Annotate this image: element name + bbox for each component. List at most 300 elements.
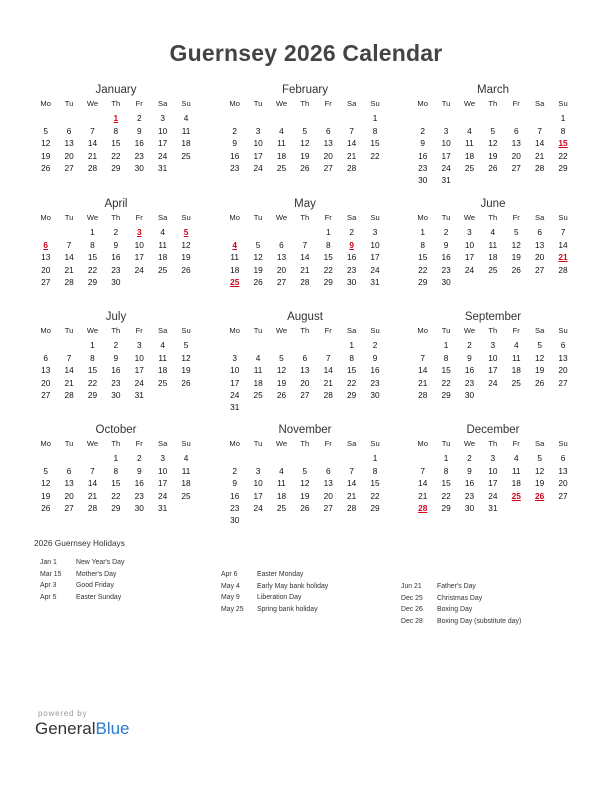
month-name: April [104, 198, 128, 210]
empty-day-cell [57, 339, 80, 351]
day-cell: 19 [300, 490, 310, 501]
month-days-grid [34, 212, 198, 288]
day-cell: 2 [349, 227, 354, 238]
day-cell: 30 [370, 389, 380, 400]
day-cell: 5 [537, 453, 542, 464]
day-cell: 14 [558, 239, 568, 250]
month-name: January [95, 84, 137, 96]
generalblue-logo[interactable] [35, 719, 130, 739]
day-cell: 25 [158, 377, 168, 388]
day-cell: 7 [349, 125, 354, 136]
holiday-day-cell: 28 [418, 502, 428, 513]
day-cell: 2 [136, 113, 142, 124]
day-cell: 2 [232, 125, 237, 136]
day-cell: 26 [181, 377, 191, 388]
day-cell: 19 [488, 150, 498, 161]
holiday-day-cell: 25 [230, 276, 240, 287]
weekday-header: Tu [441, 439, 451, 448]
day-cell: 29 [370, 502, 380, 513]
empty-day-cell [246, 452, 269, 464]
empty-day-cell [223, 452, 246, 464]
day-cell: 26 [276, 389, 287, 400]
month-september [411, 309, 575, 401]
empty-day-cell [34, 112, 57, 124]
weekday-header: Mo [417, 326, 428, 335]
weekday-header: Sa [158, 99, 168, 108]
day-cell: 5 [43, 125, 48, 136]
weekday-header: Sa [158, 439, 168, 448]
day-cell: 15 [111, 478, 121, 489]
weekday-header: We [275, 439, 288, 448]
day-cell: 9 [232, 478, 237, 489]
day-cell: 16 [230, 490, 240, 501]
weekday-header: Tu [253, 439, 263, 448]
day-cell: 7 [66, 239, 72, 250]
month-name: August [287, 311, 323, 323]
month-january [34, 82, 198, 174]
day-cell: 1 [420, 227, 425, 238]
empty-day-cell [411, 112, 434, 124]
day-cell: 10 [253, 478, 263, 489]
weekday-header: Sa [158, 213, 168, 222]
empty-day-cell [528, 112, 551, 124]
day-cell: 14 [347, 478, 357, 489]
day-cell: 18 [511, 365, 521, 376]
day-cell: 1 [349, 340, 354, 351]
page-title: Guernsey 2026 Calendar [169, 40, 443, 66]
day-cell: 9 [467, 465, 472, 476]
day-cell: 14 [323, 365, 333, 376]
day-cell: 27 [558, 377, 568, 388]
day-cell: 9 [113, 239, 119, 250]
weekday-header: Sa [347, 326, 357, 335]
day-cell: 13 [323, 478, 333, 489]
day-cell: 10 [134, 239, 144, 250]
day-cell: 7 [560, 227, 566, 238]
day-cell: 10 [158, 125, 168, 136]
holiday-date: Dec 26 [401, 606, 423, 614]
day-cell: 29 [347, 389, 357, 400]
day-cell: 12 [535, 352, 545, 363]
month-april [34, 196, 198, 288]
day-cell: 1 [90, 227, 95, 238]
weekday-header: Fr [512, 439, 520, 448]
day-cell: 26 [41, 502, 51, 513]
weekday-header: Tu [441, 99, 451, 108]
day-cell: 20 [323, 490, 333, 501]
day-cell: 20 [64, 150, 74, 161]
day-cell: 27 [64, 162, 74, 173]
holiday-list-item [221, 592, 328, 604]
day-cell: 23 [134, 150, 144, 161]
holiday-name: Christmas Day [437, 594, 483, 602]
day-cell: 18 [230, 264, 240, 275]
day-cell: 14 [535, 138, 545, 149]
day-cell: 18 [158, 252, 168, 263]
month-may [223, 196, 387, 288]
weekday-header: Fr [324, 439, 332, 448]
weekday-header: We [463, 326, 476, 335]
day-cell: 13 [41, 365, 51, 376]
day-cell: 11 [277, 478, 286, 489]
day-cell: 19 [300, 150, 310, 161]
holiday-day-cell: 4 [232, 239, 237, 250]
weekday-header: Su [370, 439, 380, 448]
weekday-header: Mo [40, 213, 51, 222]
weekday-header: We [463, 439, 476, 448]
weekday-header: Mo [229, 439, 240, 448]
day-cell: 31 [370, 276, 380, 287]
holiday-name: Spring bank holiday [257, 605, 318, 613]
day-cell: 16 [134, 138, 144, 149]
holiday-name: New Year's Day [76, 559, 125, 566]
day-cell: 28 [323, 389, 333, 400]
day-cell: 28 [87, 502, 98, 513]
day-cell: 11 [158, 352, 167, 363]
day-cell: 18 [158, 365, 168, 376]
day-cell: 6 [325, 125, 331, 136]
day-cell: 29 [111, 162, 121, 173]
day-cell: 6 [66, 465, 72, 476]
weekday-header: Th [488, 439, 498, 448]
weekday-header: Sa [535, 439, 545, 448]
day-cell: 31 [134, 389, 144, 400]
day-cell: 4 [255, 352, 261, 363]
day-cell: 11 [511, 352, 521, 363]
day-cell: 10 [488, 465, 498, 476]
day-cell: 23 [464, 377, 475, 388]
day-cell: 13 [41, 252, 51, 263]
day-cell: 3 [255, 465, 261, 476]
day-cell: 22 [87, 377, 98, 388]
day-cell: 21 [418, 377, 428, 388]
day-cell: 25 [181, 490, 191, 501]
weekday-header: Su [370, 99, 380, 108]
empty-day-cell [57, 226, 80, 238]
day-cell: 9 [232, 138, 237, 149]
day-cell: 19 [41, 150, 51, 161]
empty-day-cell [505, 112, 528, 124]
day-cell: 29 [87, 389, 98, 400]
weekday-header: We [86, 213, 99, 222]
day-cell: 18 [276, 150, 287, 161]
weekday-header: Su [181, 99, 191, 108]
day-cell: 9 [136, 125, 142, 136]
weekday-header: Fr [324, 213, 332, 222]
weekday-header: Mo [40, 326, 51, 335]
day-cell: 30 [111, 389, 121, 400]
day-cell: 21 [87, 150, 98, 161]
day-cell: 21 [87, 490, 98, 501]
month-march [411, 82, 575, 187]
day-cell: 11 [230, 252, 239, 263]
day-cell: 21 [64, 264, 74, 275]
holiday-list-column-1 [40, 557, 124, 603]
weekday-header: Mo [229, 99, 240, 108]
day-cell: 4 [490, 227, 496, 238]
day-cell: 14 [347, 138, 357, 149]
day-cell: 20 [41, 377, 51, 388]
day-cell: 6 [279, 239, 284, 250]
weekday-header: Su [181, 326, 191, 335]
holiday-day-cell: 25 [511, 490, 521, 501]
day-cell: 26 [488, 162, 498, 173]
day-cell: 9 [136, 465, 142, 476]
empty-day-cell [57, 452, 80, 464]
day-cell: 16 [418, 150, 428, 161]
month-name: May [294, 198, 316, 210]
day-cell: 27 [300, 389, 310, 400]
day-cell: 6 [43, 352, 48, 363]
day-cell: 3 [255, 125, 261, 136]
empty-day-cell [340, 452, 363, 464]
day-cell: 7 [420, 465, 425, 476]
day-cell: 20 [558, 478, 568, 489]
holiday-list-item [401, 604, 521, 616]
day-cell: 1 [325, 227, 331, 238]
month-days-grid [34, 438, 198, 514]
day-cell: 15 [370, 138, 380, 149]
day-cell: 15 [441, 478, 451, 489]
day-cell: 6 [325, 465, 331, 476]
weekday-header: We [86, 326, 99, 335]
day-cell: 8 [349, 352, 354, 363]
day-cell: 11 [253, 365, 263, 376]
day-cell: 16 [230, 150, 240, 161]
day-cell: 22 [111, 490, 121, 501]
day-cell: 23 [370, 377, 380, 388]
day-cell: 8 [560, 125, 566, 136]
day-cell: 3 [136, 340, 142, 351]
empty-day-cell [317, 452, 340, 464]
day-cell: 16 [370, 365, 380, 376]
day-cell: 26 [300, 502, 310, 513]
day-cell: 14 [64, 365, 74, 376]
empty-day-cell [34, 339, 57, 351]
day-cell: 17 [488, 365, 498, 376]
weekday-header: Fr [324, 99, 332, 108]
day-cell: 24 [464, 264, 475, 275]
day-cell: 16 [464, 478, 475, 489]
logo-blue: Blue [95, 719, 130, 738]
day-cell: 7 [90, 465, 95, 476]
day-cell: 24 [441, 162, 451, 173]
day-cell: 23 [464, 490, 475, 501]
day-cell: 12 [511, 239, 521, 250]
holiday-name: Mother's Day [76, 570, 117, 578]
day-cell: 26 [253, 276, 263, 287]
day-cell: 24 [230, 389, 240, 400]
month-august [223, 309, 387, 414]
day-cell: 2 [232, 465, 237, 476]
day-cell: 28 [418, 389, 428, 400]
day-cell: 10 [158, 465, 168, 476]
day-cell: 3 [467, 227, 472, 238]
holiday-date: Dec 25 [401, 594, 423, 602]
day-cell: 21 [323, 377, 333, 388]
holidays-title: 2026 Guernsey Holidays [34, 538, 125, 548]
day-cell: 3 [160, 113, 165, 124]
day-cell: 12 [300, 138, 310, 149]
holiday-list-item [401, 593, 521, 605]
day-cell: 17 [370, 252, 380, 263]
day-cell: 14 [87, 478, 98, 489]
holiday-list-item [40, 569, 124, 581]
month-days-grid [411, 438, 575, 514]
weekday-header: Mo [417, 439, 428, 448]
weekday-header: Su [558, 326, 568, 335]
day-cell: 2 [467, 340, 472, 351]
day-cell: 6 [66, 125, 72, 136]
day-cell: 17 [441, 150, 451, 161]
day-cell: 17 [158, 478, 168, 489]
empty-day-cell [246, 226, 269, 238]
month-name: September [464, 311, 522, 323]
day-cell: 7 [302, 239, 308, 250]
empty-day-cell [458, 112, 481, 124]
day-cell: 25 [181, 150, 191, 161]
day-cell: 22 [87, 264, 98, 275]
weekday-header: Fr [135, 213, 143, 222]
weekday-header: Mo [40, 99, 51, 108]
day-cell: 10 [134, 352, 144, 363]
weekday-header: Fr [135, 439, 143, 448]
weekday-header: Th [111, 439, 121, 448]
weekday-header: Fr [512, 213, 520, 222]
empty-day-cell [270, 112, 293, 124]
day-cell: 17 [253, 150, 263, 161]
day-cell: 31 [158, 502, 168, 513]
holiday-list-item [221, 581, 328, 593]
day-cell: 7 [349, 465, 354, 476]
day-cell: 14 [64, 252, 74, 263]
day-cell: 24 [134, 377, 144, 388]
day-cell: 9 [420, 138, 425, 149]
day-cell: 15 [87, 365, 98, 376]
day-cell: 28 [347, 502, 357, 513]
holiday-name: Easter Sunday [76, 593, 122, 601]
day-cell: 18 [488, 252, 498, 263]
day-cell: 13 [64, 138, 74, 149]
weekday-header: Sa [535, 326, 545, 335]
weekday-header: Th [488, 326, 498, 335]
day-cell: 11 [465, 138, 474, 149]
weekday-header: We [463, 99, 476, 108]
day-cell: 31 [441, 175, 451, 186]
day-cell: 11 [277, 138, 286, 149]
day-cell: 18 [276, 490, 287, 501]
day-cell: 10 [370, 239, 380, 250]
day-cell: 30 [418, 175, 428, 186]
day-cell: 8 [372, 465, 378, 476]
day-cell: 25 [276, 162, 287, 173]
day-cell: 3 [372, 227, 378, 238]
day-cell: 17 [230, 377, 240, 388]
day-cell: 3 [160, 453, 165, 464]
month-days-grid [223, 98, 387, 174]
weekday-header: Sa [347, 99, 357, 108]
day-cell: 29 [441, 502, 451, 513]
day-cell: 8 [443, 465, 449, 476]
day-cell: 12 [181, 239, 191, 250]
weekday-header: Th [111, 326, 121, 335]
day-cell: 1 [90, 340, 95, 351]
day-cell: 27 [64, 502, 74, 513]
day-cell: 23 [347, 264, 357, 275]
empty-day-cell [34, 226, 57, 238]
day-cell: 25 [253, 389, 263, 400]
day-cell: 10 [230, 365, 240, 376]
day-cell: 17 [253, 490, 263, 501]
day-cell: 20 [511, 150, 521, 161]
day-cell: 17 [464, 252, 475, 263]
month-november [223, 422, 387, 527]
day-cell: 26 [511, 264, 521, 275]
day-cell: 10 [464, 239, 475, 250]
day-cell: 12 [253, 252, 263, 263]
holiday-day-cell: 15 [558, 138, 568, 149]
day-cell: 19 [181, 252, 191, 263]
holiday-date: Jun 21 [401, 583, 422, 590]
day-cell: 24 [488, 490, 498, 501]
month-february [223, 82, 387, 174]
day-cell: 24 [158, 150, 168, 161]
day-cell: 2 [136, 453, 142, 464]
empty-day-cell [81, 452, 104, 464]
day-cell: 17 [134, 365, 144, 376]
day-cell: 18 [181, 138, 191, 149]
weekday-header: Mo [417, 99, 428, 108]
day-cell: 8 [90, 239, 95, 250]
day-cell: 2 [443, 227, 449, 238]
month-name: February [281, 84, 329, 96]
weekday-header: Su [181, 213, 191, 222]
day-cell: 17 [158, 138, 168, 149]
day-cell: 15 [418, 252, 428, 263]
day-cell: 4 [160, 340, 165, 351]
day-cell: 22 [370, 490, 380, 501]
holiday-date: Apr 6 [221, 571, 238, 578]
day-cell: 17 [488, 478, 498, 489]
weekday-header: Th [300, 99, 310, 108]
day-cell: 28 [64, 389, 74, 400]
weekday-header: Sa [535, 213, 545, 222]
empty-day-cell [270, 452, 293, 464]
empty-day-cell [293, 112, 316, 124]
day-cell: 8 [90, 352, 95, 363]
holiday-list-item [401, 616, 521, 628]
weekday-header: Tu [253, 213, 263, 222]
day-cell: 3 [232, 352, 237, 363]
day-cell: 5 [43, 465, 48, 476]
holiday-date: Apr 3 [40, 582, 57, 590]
day-cell: 21 [535, 150, 545, 161]
day-cell: 20 [558, 365, 568, 376]
empty-day-cell [81, 112, 104, 124]
day-cell: 5 [302, 465, 308, 476]
day-cell: 10 [441, 138, 451, 149]
day-cell: 1 [443, 340, 449, 351]
logo-general: General [35, 719, 96, 738]
day-cell: 20 [323, 150, 333, 161]
day-cell: 19 [535, 478, 545, 489]
weekday-header: Fr [135, 99, 143, 108]
empty-day-cell [270, 226, 293, 238]
holiday-day-cell: 21 [558, 252, 568, 263]
day-cell: 6 [513, 125, 519, 136]
month-days-grid [223, 212, 387, 288]
holiday-date: Jan 1 [40, 559, 57, 566]
